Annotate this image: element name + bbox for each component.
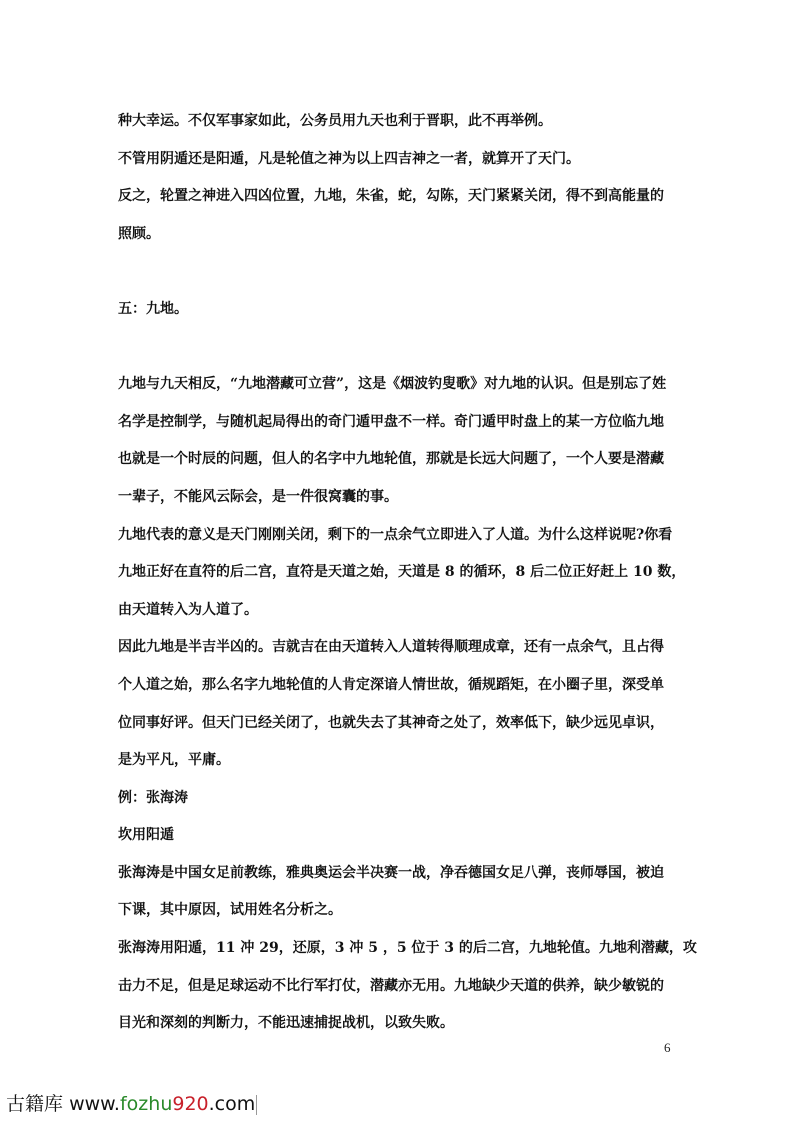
text-line: 种大幸运。不仅军事家如此，公务员用九天也利于晋职，此不再举例。 (118, 113, 552, 129)
url-red: 920 (172, 1093, 209, 1115)
text-line: 目光和深刻的判断力，不能迅速捕捉战机，以致失败。 (118, 1015, 454, 1032)
text-line: 九地代表的意义是天门刚刚关闭，剩下的一点余气立即进入了人道。为什么这样说呢?你看 (118, 526, 673, 543)
watermark (6, 1089, 257, 1116)
url-prefix: www. (69, 1093, 120, 1115)
text-line: 个人道之始，那么名字九地轮值的人肯定深谙人情世故，循规蹈矩，在小圈子里，深受单 (118, 676, 664, 693)
text-line: 坎用阳遁 (118, 827, 174, 844)
text-line: 照顾。 (118, 225, 160, 242)
text-line: 不管用阴遁还是阳遁，凡是轮值之神为以上四吉神之一者，就算开了天门。 (118, 150, 580, 167)
text-line: 位同事好评。但天门已经关闭了，也就失去了其神奇之处了，效率低下，缺少远见卓识， (118, 714, 664, 731)
text-line: 反之，轮置之神进入四凶位置，九地，朱雀，蛇，勾陈，天门紧紧关闭，得不到高能量的 (118, 188, 664, 205)
text-line: 也就是一个时辰的问题，但人的名字中九地轮值，那就是长远大问题了，一个人要是潜藏 (118, 451, 664, 468)
text-line: 名学是控制学，与随机起局得出的奇门遁甲盘不一样。奇门遁甲时盘上的某一方位临九地 (118, 413, 664, 430)
blank-line (118, 253, 688, 291)
text-line: 张海涛是中国女足前教练，雅典奥运会半决赛一战，净吞德国女足八弹，丧师辱国，被迫 (118, 864, 664, 881)
text-line: 下课，其中原因，试用姓名分析之。 (118, 902, 342, 919)
text-line: 由天道转入为人道了。 (118, 601, 258, 618)
text-line: 一辈子，不能风云际会，是一件很窝囊的事。 (118, 488, 398, 505)
text-line: 因此九地是半吉半凶的。吉就吉在由天道转入人道转得顺理成章，还有一点余气，且占得 (118, 639, 664, 656)
text-line: 击力不足，但是足球运动不比行军打仗，潜藏亦无用。九地缺少天道的供养，缺少敏锐的 (118, 977, 664, 994)
text-line: 九地与九天相反，“九地潜藏可立营”，这是《烟波钓叟歌》对九地的认识。但是别忘了姓 (118, 376, 667, 393)
watermark-url (69, 1093, 255, 1115)
text-line: 九地正好在直符的后二宫，直符是天道之始，天道是 8 的循环，8 后二位正好赶上 10 数， (118, 564, 686, 581)
text-line: 是为平凡，平庸。 (118, 752, 230, 769)
page-number: 6 (664, 1040, 671, 1055)
text-line: 五：九地。 (118, 300, 188, 317)
watermark-site-name: 古籍库 (6, 1093, 64, 1115)
text-line: 例：张海涛 (118, 789, 188, 806)
url-suffix: .com (208, 1093, 256, 1115)
blank-line (118, 329, 688, 367)
text-line: 张海涛用阳遁，11 冲 29，还原，3 冲 5 ，5 位于 3 的后二宫，九地轮值。九地利潜藏，攻 (118, 940, 697, 957)
divider (256, 1095, 257, 1115)
url-green: fozhu (119, 1093, 173, 1115)
document-body (118, 103, 697, 1043)
